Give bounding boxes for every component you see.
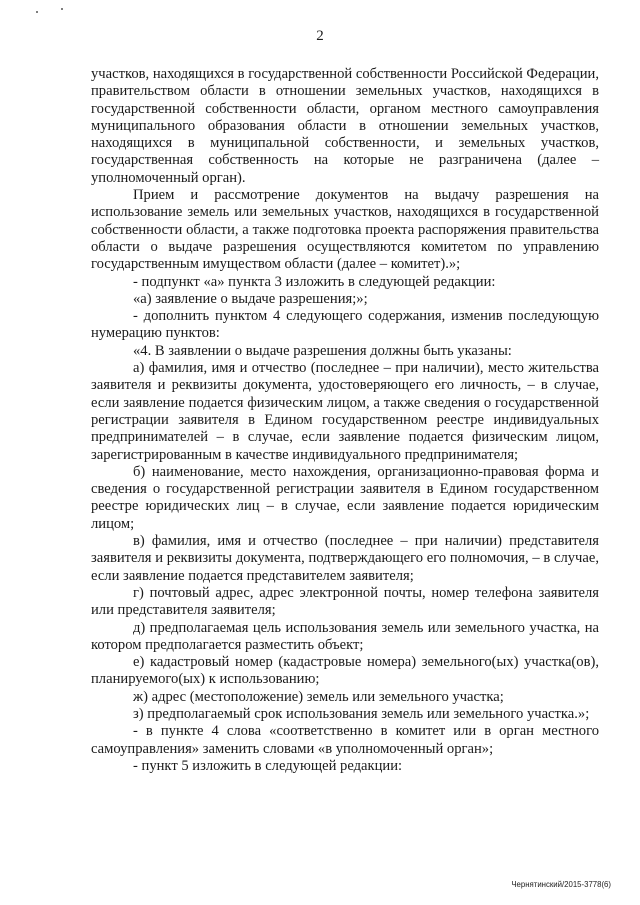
paragraph: а) фамилия, имя и отчество (последнее – при наличии), место жительства заявителя и реквизиты документа, удостоверяющего его личность, – в случае, если заявление подается физическим лицом, а также сведения о государственной регистрации заявителя в Едином государственном реестре индивидуальных предпринимателей – в случае, если заявление подается физическим лицом, зарегистрированным в качестве индивидуального предпринимателя; bbox=[91, 360, 599, 463]
scan-speck bbox=[36, 11, 38, 13]
paragraph: з) предполагаемый срок использования земель или земельного участка.»; bbox=[133, 705, 590, 722]
paragraph: г) почтовый адрес, адрес электронной почты, номер телефона заявителя или представителя заявителя; bbox=[91, 584, 599, 619]
paragraph: е) кадастровый номер (кадастровые номера) земельного(ых) участка(ов), планируемого(ых) к использованию; bbox=[91, 654, 599, 688]
document-footer-reference: Чернятинский/2015-3778(6) bbox=[511, 880, 611, 889]
paragraph: «а) заявление о выдаче разрешения;»; bbox=[133, 290, 368, 307]
paragraph: в) фамилия, имя и отчество (последнее – при наличии) представителя заявителя и реквизиты документа, подтверждающего его полномочия, – в случае, если заявление подается представителем заявителя; bbox=[91, 533, 599, 584]
paragraph: ж) адрес (местоположение) земель или земельного участка; bbox=[133, 688, 504, 705]
paragraph: Прием и рассмотрение документов на выдачу разрешения на использование земель или земельных участков, находящихся в государственной собственности области, а также подготовка проекта распоряжения правительства области о выдаче разрешения осуществляются комитетом по управлению государственным имуществом области (далее – комитет).»; bbox=[91, 187, 599, 273]
paragraph: - дополнить пунктом 4 следующего содержания, изменив последующую нумерацию пунктов: bbox=[91, 308, 599, 342]
paragraph: участков, находящихся в государственной собственности Российской Федерации, правительством области в отношении земельных участков, находящихся в государственной собственности области, органом местного самоуправления муниципального образования области в отношении земельных участков, находящихся в муниципальной собственности, и земельных участков, государственная собственность на которые не разграничена (далее – уполномоченный орган). bbox=[91, 66, 599, 186]
paragraph: б) наименование, место нахождения, организационно-правовая форма и сведения о государственной регистрации заявителя в Едином государственном реестре юридических лиц – в случае, если заявление подается юридическим лицом; bbox=[91, 463, 599, 532]
document-body bbox=[91, 66, 599, 775]
paragraph: «4. В заявлении о выдаче разрешения должны быть указаны: bbox=[133, 342, 512, 359]
scan-speck bbox=[61, 8, 63, 10]
paragraph: - подпункт «а» пункта 3 изложить в следующей редакции: bbox=[133, 273, 496, 290]
paragraph: - в пункте 4 слова «соответственно в комитет или в орган местного самоуправления» заменить словами «в уполномоченный орган»; bbox=[91, 723, 599, 757]
paragraph: - пункт 5 изложить в следующей редакции: bbox=[133, 757, 403, 774]
paragraph: д) предполагаемая цель использования земель или земельного участка, на котором предполагается разместить объект; bbox=[91, 619, 599, 653]
page-number: 2 bbox=[316, 28, 324, 44]
